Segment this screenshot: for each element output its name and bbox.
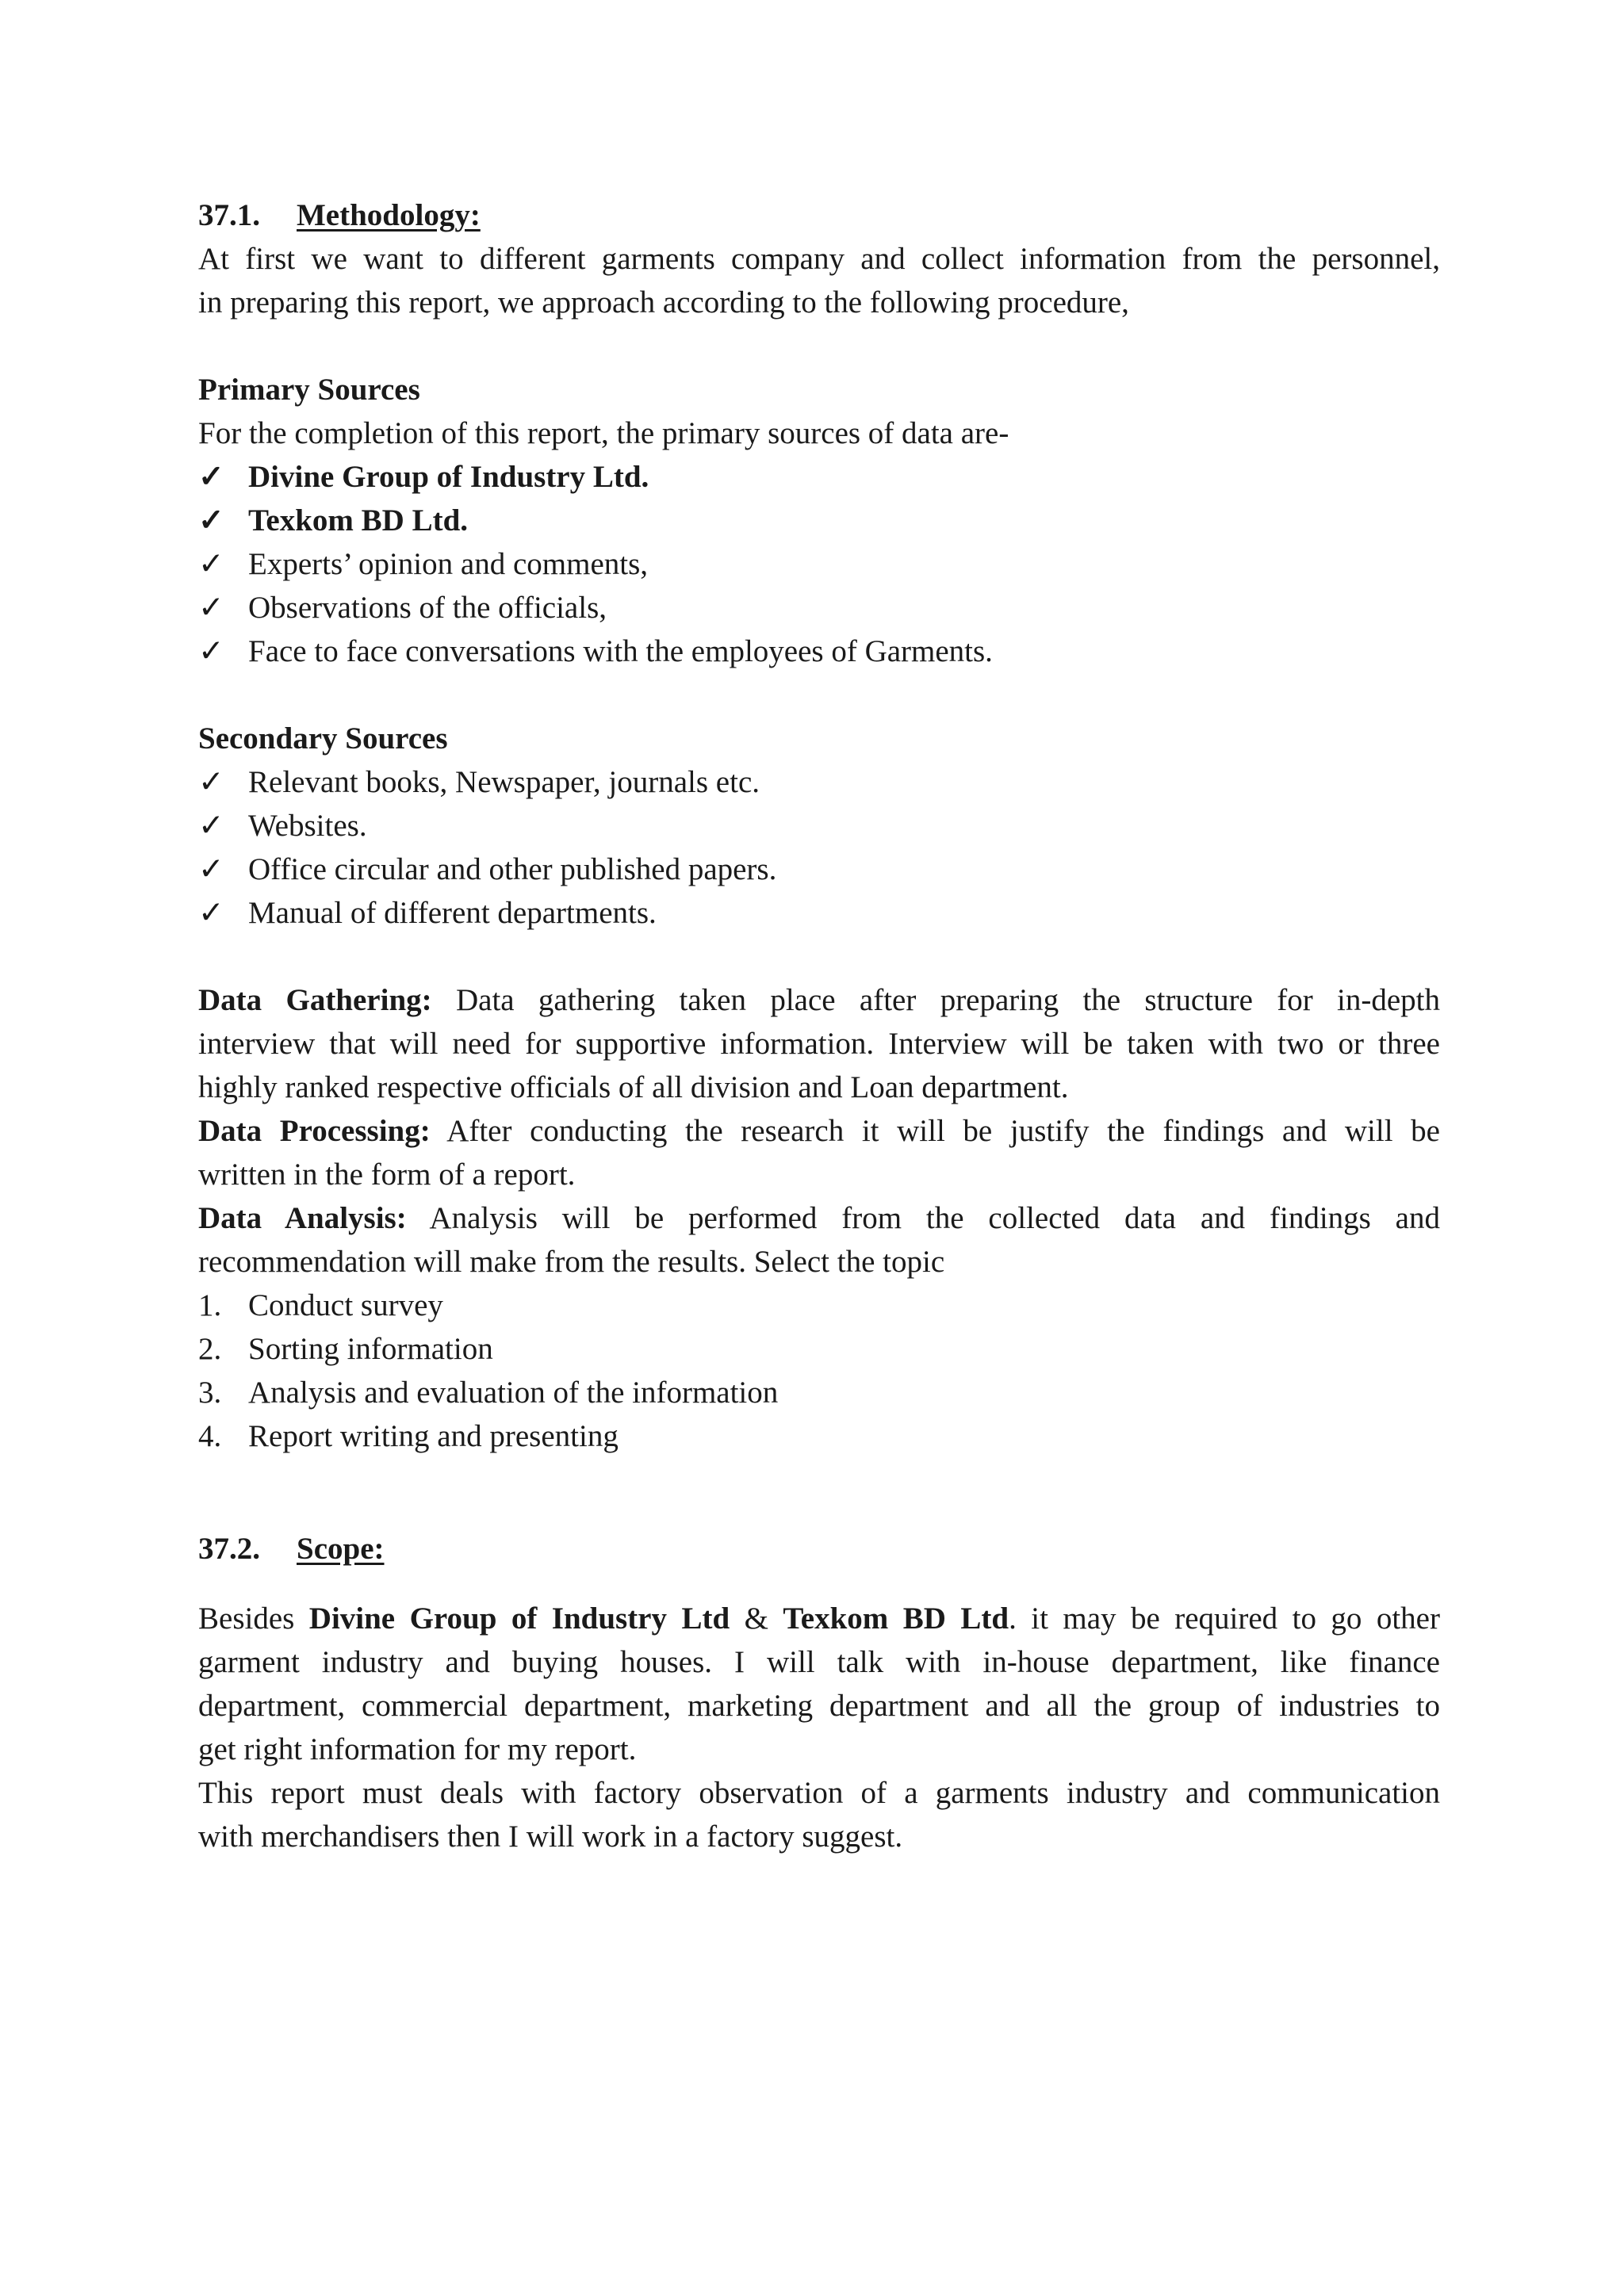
- primary-source-label: Experts’ opinion and comments,: [248, 547, 649, 581]
- data-processing-line-1: [198, 1109, 1440, 1153]
- primary-source-label: Face to face conversations with the employees of Garments.: [248, 634, 993, 668]
- data-processing-label: Data Processing:: [198, 1114, 431, 1148]
- scope-paragraph-1-line-1: [198, 1597, 1440, 1640]
- step-label: Analysis and evaluation of the information: [248, 1376, 779, 1410]
- check-icon: ✓: [198, 503, 224, 538]
- check-icon: ✓: [198, 460, 224, 494]
- step-item: [198, 1371, 1440, 1414]
- data-gathering-line-2: interview that will need for supportive information. Interview will be taken with two or three: [198, 1027, 1440, 1061]
- data-processing-text-1: After conducting the research it will be justify the findings and will be: [430, 1114, 1440, 1148]
- scope-paragraph-2-line-2: with merchandisers then I will work in a factory suggest.: [198, 1820, 903, 1854]
- check-icon: ✓: [198, 765, 224, 799]
- step-label: Report writing and presenting: [248, 1419, 619, 1453]
- methodology-section-number: 37.1.: [198, 198, 260, 232]
- secondary-source-label: Websites.: [248, 809, 367, 843]
- secondary-source-item: [198, 760, 1440, 804]
- secondary-source-item: [198, 848, 1440, 891]
- primary-source-label: Divine Group of Industry Ltd.: [248, 460, 649, 494]
- check-icon: ✓: [198, 591, 224, 625]
- step-label: Sorting information: [248, 1332, 493, 1366]
- secondary-source-label: Relevant books, Newspaper, journals etc.: [248, 765, 760, 799]
- data-gathering-label: Data Gathering:: [198, 983, 432, 1017]
- scope-section-number: 37.2.: [198, 1532, 260, 1566]
- scope-section-title: Scope:: [297, 1532, 385, 1566]
- check-icon: ✓: [198, 547, 224, 581]
- scope-text-prefix: Besides: [198, 1601, 309, 1636]
- data-processing-line-2: written in the form of a report.: [198, 1158, 576, 1192]
- secondary-source-item: [198, 804, 1440, 848]
- methodology-intro-line-1: At first we want to different garments company and collect information from the personnel,: [198, 242, 1440, 276]
- step-item: [198, 1284, 1440, 1327]
- primary-source-item: [198, 499, 1440, 542]
- document-page: [198, 193, 1440, 1858]
- methodology-heading: [198, 193, 1440, 237]
- primary-sources-heading: Primary Sources: [198, 373, 420, 407]
- data-analysis-line-2: recommendation will make from the results. Select the topic: [198, 1245, 945, 1279]
- data-analysis-line-1: [198, 1196, 1440, 1240]
- data-gathering-line-1: [198, 978, 1440, 1022]
- step-number: 1.: [198, 1288, 222, 1322]
- secondary-source-label: Manual of different departments.: [248, 896, 657, 930]
- step-number: 2.: [198, 1332, 222, 1366]
- data-analysis-label: Data Analysis:: [198, 1201, 407, 1235]
- step-number: 3.: [198, 1376, 222, 1410]
- scope-company-2: Texkom BD Ltd: [783, 1601, 1009, 1636]
- secondary-source-item: [198, 891, 1440, 935]
- data-analysis-text-1: Analysis will be performed from the collected data and findings and: [406, 1201, 1440, 1235]
- check-icon: ✓: [198, 852, 224, 886]
- data-gathering-line-3: highly ranked respective officials of all division and Loan department.: [198, 1070, 1069, 1104]
- check-icon: ✓: [198, 809, 224, 843]
- scope-paragraph-1-line-4: get right information for my report.: [198, 1732, 637, 1766]
- scope-heading: [198, 1527, 1440, 1571]
- scope-text-amp: &: [730, 1601, 783, 1636]
- step-item: [198, 1414, 1440, 1458]
- scope-paragraph-1-line-2: garment industry and buying houses. I will talk with in-house department, like finance: [198, 1645, 1440, 1679]
- scope-paragraph-1-line-3: department, commercial department, marketing department and all the group of industries to: [198, 1689, 1440, 1723]
- scope-paragraph-2-line-1: This report must deals with factory observation of a garments industry and communication: [198, 1776, 1440, 1810]
- primary-source-item: [198, 455, 1440, 499]
- check-icon: ✓: [198, 634, 224, 668]
- step-number: 4.: [198, 1419, 222, 1453]
- primary-source-item: [198, 586, 1440, 629]
- methodology-section-title: Methodology:: [297, 198, 481, 232]
- primary-source-item: [198, 542, 1440, 586]
- step-label: Conduct survey: [248, 1288, 443, 1322]
- primary-source-item: [198, 629, 1440, 673]
- scope-company-1: Divine Group of Industry Ltd: [308, 1601, 730, 1636]
- secondary-source-label: Office circular and other published papers.: [248, 852, 777, 886]
- step-item: [198, 1327, 1440, 1371]
- secondary-sources-heading: Secondary Sources: [198, 721, 448, 756]
- primary-source-label: Observations of the officials,: [248, 591, 607, 625]
- primary-source-label: Texkom BD Ltd.: [248, 503, 469, 538]
- data-gathering-text-1: Data gathering taken place after preparing the structure for in-depth: [431, 983, 1440, 1017]
- methodology-intro-line-2: in preparing this report, we approach according to the following procedure,: [198, 285, 1129, 320]
- check-icon: ✓: [198, 896, 224, 930]
- primary-sources-intro: For the completion of this report, the primary sources of data are-: [198, 416, 1009, 450]
- scope-text-rest: . it may be required to go other: [1009, 1601, 1440, 1636]
